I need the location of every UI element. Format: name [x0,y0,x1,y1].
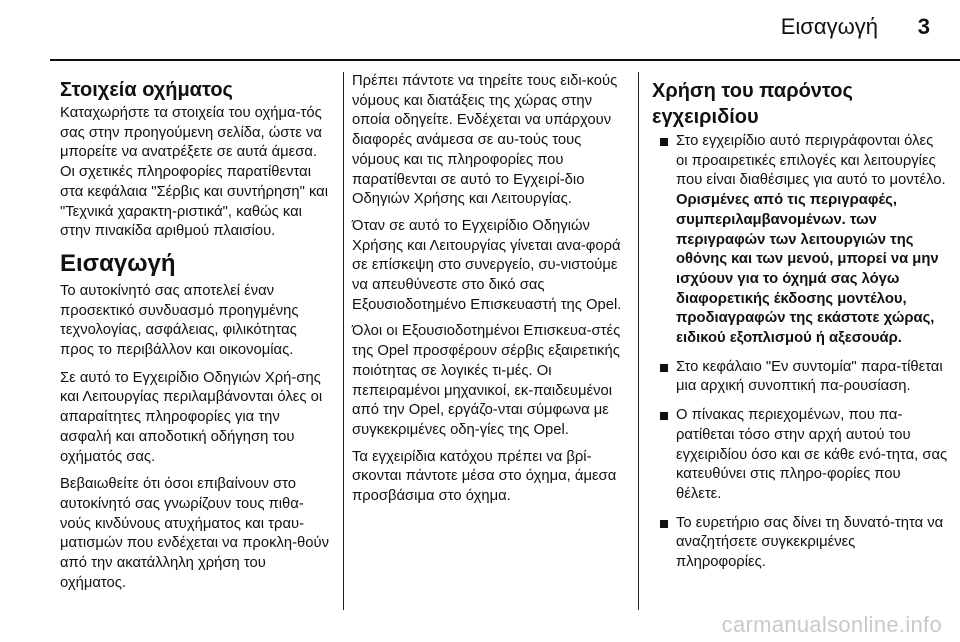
paragraph: Όταν σε αυτό το Εγχειρίδιο Οδηγιών Χρήσης και Λειτουργίας γίνεται ανα-φορά σε επίσκεψη στο συνεργείο, συ-νιστούμε να απευθύνεστε στο δικό σας Εξουσιοδοτημένο Επισκευαστή της Opel. [352,217,622,313]
column-divider [343,72,344,610]
list-item [652,358,948,397]
paragraph: Τα εγχειρίδια κατόχου πρέπει να βρί-σκονται πάντοτε μέσα στο όχημα, άμεσα προσβάσιμα στο όχημα. [352,448,617,505]
watermark: carmanualsonline.info [721,612,942,637]
square-bullet-icon [660,138,668,146]
paragraph: Βεβαιωθείτε ότι όσοι επιβαίνουν στο αυτοκίνητό σας γνωρίζουν τους πιθα-νούς κινδύνους ατυχήματος και τραυ-ματισμών που ενδέχεται να προκλη-θούν από την ακατάλληλη χρήση του οχήματος. [60,476,329,591]
paragraph: Καταχωρήστε τα στοιχεία του οχήμα-τός σας στην προηγούμενη σελίδα, ώστε να μπορείτε να ανατρέξετε σε αυτά άμεσα. Οι σχετικές πληροφορίες παρατίθενται στα κεφάλαια "Σέρβις και συντήρηση" και "Τεχνικά χαρακτη-ριστικά", καθώς και στην πινακίδα αριθμού πλαισίου. [60,105,329,240]
list-item-bold-text: Ορισμένες από τις περιγραφές, συμπεριλαμβανομένων. των περιγραφών των λειτουργιών της οθόνης και των μενού, μπορεί να μην ισχύουν για το όχημά σας λόγω διαφορετικής έκδοσης μοντέλου, προδιαγραφών της εκάστοτε χώρας, ειδικού εξοπλισμού ή αξεσουάρ. [676,192,939,347]
square-bullet-icon [660,364,668,372]
bullet-list [652,132,948,573]
section-heading-introduction: Εισαγωγή [60,249,176,277]
list-item [652,132,948,349]
paragraph: Πρέπει πάντοτε να τηρείτε τους ειδι-κούς νόμους και διατάξεις της χώρας στην οποία οδηγείτε. Ενδέχεται να υπάρχουν διαφορές ανάμεσα σε αυ-τούς τους νόμους και τις πληροφορίες που παρατίθενται σε αυτό το Εγχειρί-διο Οδηγιών Χρήσης και Λειτουργίας. [352,73,618,208]
list-item-text: Στο εγχειρίδιο αυτό περιγράφονται όλες οι προαιρετικές επιλογές και λειτουργίες που είναι διαθέσιμες για αυτό το μοντέλο. [676,133,946,189]
section-heading-using-manual: Χρήση του παρόντος εγχειριδίου [652,80,853,128]
column-middle [352,72,624,514]
paragraph: Σε αυτό το Εγχειρίδιο Οδηγιών Χρή-σης και Λειτουργίας περιλαμβάνονται όλες οι απαραίτητες πληροφορίες για την ασφαλή και αποδοτική οδήγηση του οχήματός σας. [60,369,323,465]
column-right [652,78,948,582]
list-item-text: Το ευρετήριο σας δίνει τη δυνατό-τητα να αναζητήσετε συγκεκριμένες πληροφορίες. [676,514,944,571]
square-bullet-icon [660,412,668,420]
list-item [652,514,948,573]
paragraph: Το αυτοκίνητό σας αποτελεί έναν προσεκτικό συνδυασμό προηγμένης τεχνολογίας, ασφάλειας, φιλικότητας προς το περιβάλλον και οικονομίας. [60,282,299,359]
list-item [652,406,948,505]
page-header [0,0,960,60]
section-heading-vehicle-data: Στοιχεία οχήματος [60,79,233,101]
page-number: 3 [917,14,930,39]
square-bullet-icon [660,520,668,528]
list-item-text: Στο κεφάλαιο "Εν συντομία" παρα-τίθεται μια αρχική συνοπτική πα-ρουσίαση. [676,358,943,395]
header-rule [50,59,960,61]
paragraph: Όλοι οι Εξουσιοδοτημένοι Επισκευα-στές της Opel προσφέρουν σέρβις εξαιρετικής ποιότητας σε λογικές τι-μές. Οι πεπειραμένοι μηχανικοί, εκ-παιδευμένοι από την Opel, εργάζο-νται σύμφωνα με συγκεκριμένες οδη-γίες της Opel. [352,323,621,438]
list-item-text: Ο πίνακας περιεχομένων, που πα-ρατίθεται τόσο στην αρχή αυτού του εγχειριδίου όσο και σε κάθε ενό-τητα, σας κατευθύνει στις πληρο-φορίες που θέλετε. [676,407,948,502]
page-title: Εισαγωγή [780,14,878,39]
column-divider [638,72,639,610]
column-left [60,78,332,601]
